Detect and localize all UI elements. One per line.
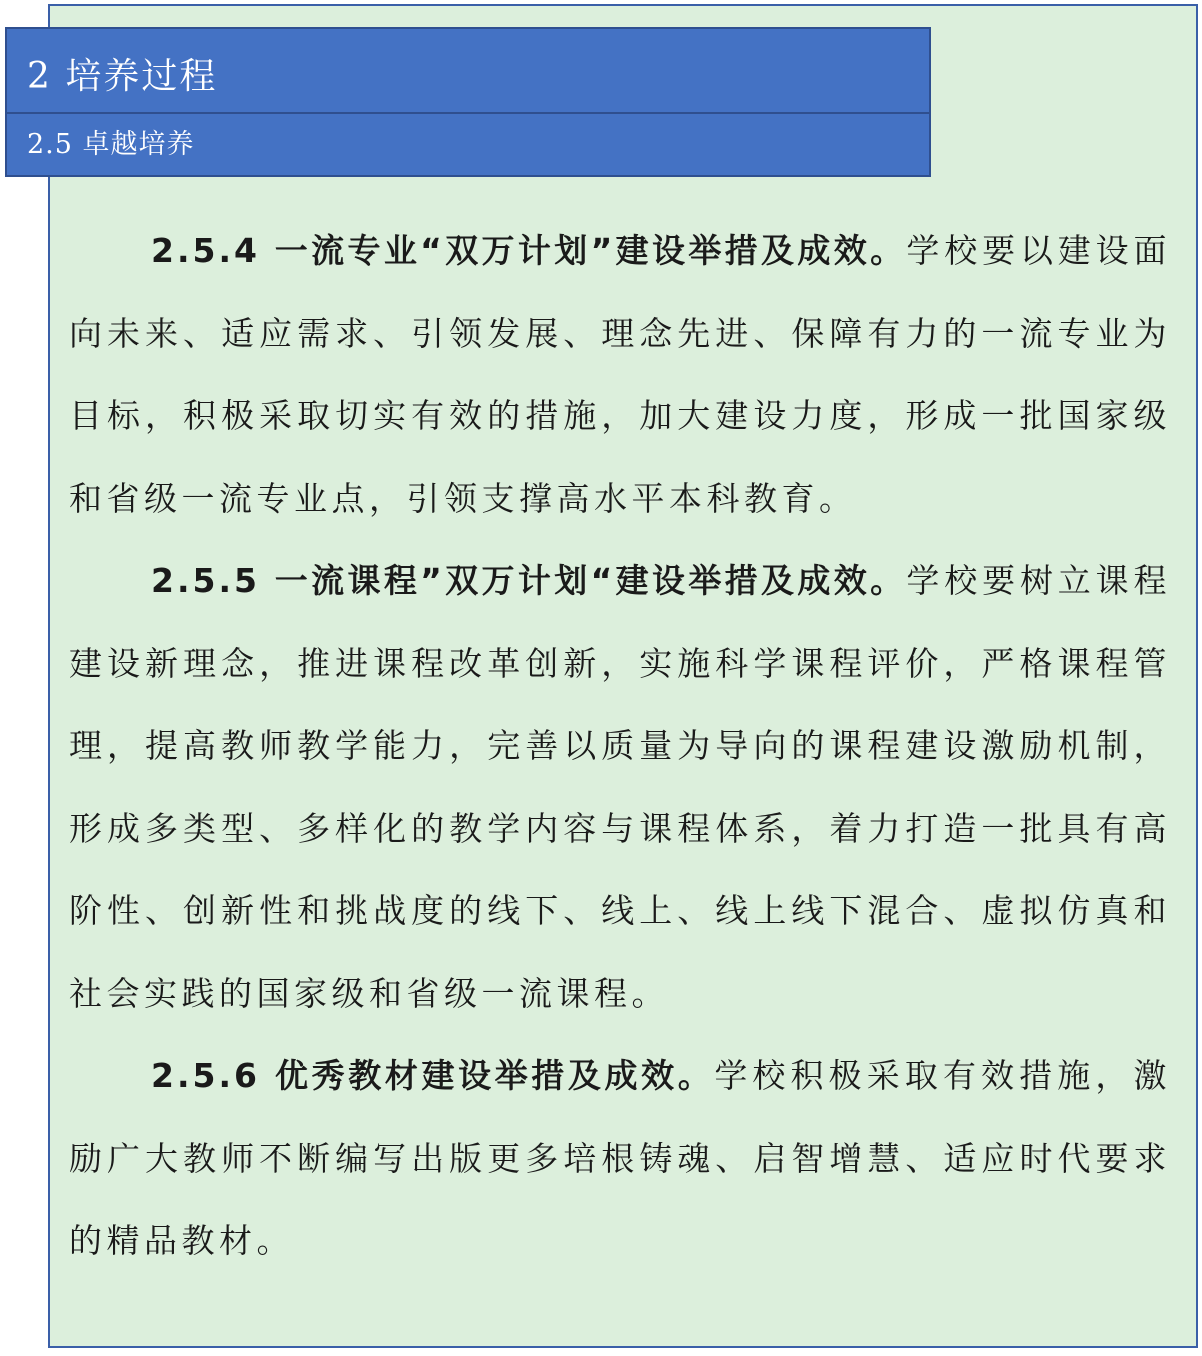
paragraph-heading: 2.5.6 优秀教材建设举措及成效。 [151,1056,715,1095]
document-body [69,210,1171,1283]
subsection-title: 2.5 卓越培养 [27,129,195,160]
paragraph-2-5-6 [69,1035,1171,1283]
subsection-banner [5,112,931,177]
section-banner [5,27,931,114]
section-title: 2 培养过程 [27,56,218,97]
paragraph-text: 学校要以建设面向未来、适应需求、引领发展、理念先进、保障有力的一流专业为目标，积极采取切实有效的措施，加大建设力度，形成一批国家级和省级一流专业点，引领支撑高水平本科教育。 [69,231,1172,518]
paragraph-text: 学校积极采取有效措施，激励广大教师不断编写出版更多培根铸魂、启智增慧、适应时代要求的精品教材。 [69,1056,1171,1260]
paragraph-heading: 2.5.5 一流课程”双万计划“建设举措及成效。 [151,561,907,600]
paragraph-2-5-4 [69,210,1171,540]
paragraph-heading: 2.5.4 一流专业“双万计划”建设举措及成效。 [151,231,907,270]
paragraph-2-5-5 [69,540,1171,1035]
paragraph-text: 学校要树立课程建设新理念，推进课程改革创新，实施科学课程评价，严格课程管理，提高教师教学能力，完善以质量为导向的课程建设激励机制，形成多类型、多样化的教学内容与课程体系，着力打造一批具有高阶性、创新性和挑战度的线下、线上、线上线下混合、虚拟仿真和社会实践的国家级和省级一流课程。 [69,561,1172,1013]
